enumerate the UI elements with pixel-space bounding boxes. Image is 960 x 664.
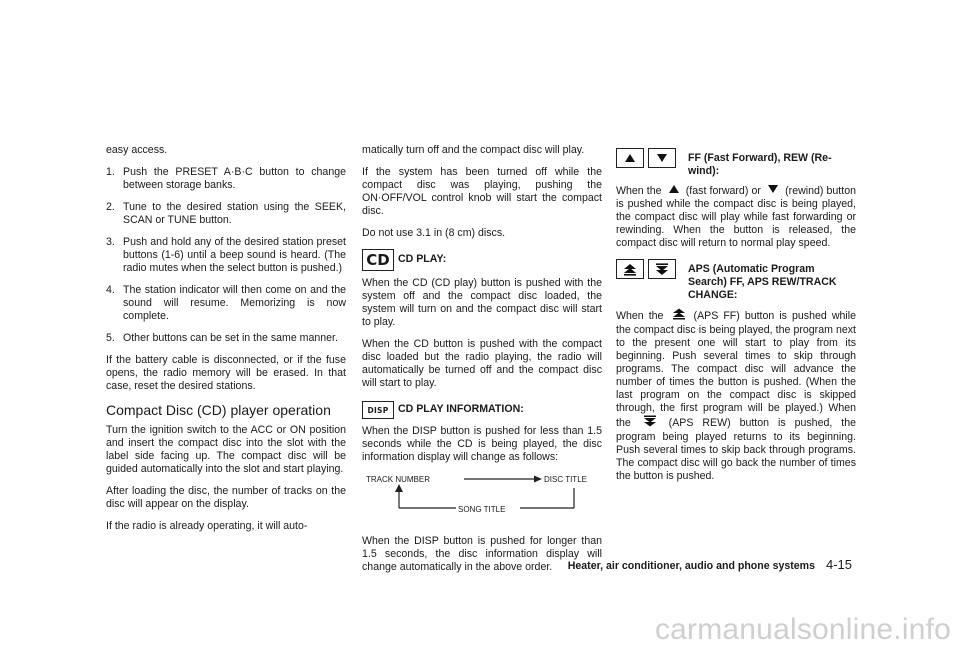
skip-down-icon [648, 259, 676, 279]
paragraph: After loading the disc, the number of tracks on the disc will appear on the display. [106, 485, 346, 510]
cd-play-heading [362, 249, 602, 271]
ff-rew-buttons [616, 148, 680, 168]
list-item: 4. The station indicator will then come on and the sound will resume. Memorizing is now complete. [106, 284, 346, 322]
display-cycle-diagram [362, 473, 602, 523]
paragraph: When the (fast forward) or (rewind) button is pushed while the compact disc is being played, the compact disc will play while fast forwarding or rewinding. When the button is released, the compact disc will return to normal play speed. [616, 184, 856, 249]
battery-note: If the battery cable is disconnected, or if the fuse opens, the radio memory will be erased. In that case, reset the desired stations. [106, 354, 346, 392]
ff-rew-label: FF (Fast Forward), REW (Re-wind): [688, 152, 832, 177]
triangle-up-icon [616, 148, 644, 168]
list-item: 5. Other buttons can be set in the same manner. [106, 332, 338, 344]
paragraph: If the system has been turned off while the compact disc was playing, pushing the ON·OFF/VOL control knob will start the compact disc. [362, 166, 602, 217]
section-heading-cd: Compact Disc (CD) player operation [106, 402, 331, 418]
list-item: 3. Push and hold any of the desired station preset buttons (1-6) until a beep sound is heard. (The radio mutes when the select button is pushed.) [106, 236, 346, 274]
aps-buttons [616, 259, 680, 279]
skip-down-icon [643, 415, 657, 431]
paragraph: When the DISP button is pushed for longer than 1.5 seconds, the disc information display will change automatically in the above order. [362, 535, 602, 573]
triangle-up-icon [668, 184, 680, 198]
column-3 [616, 144, 856, 492]
list-item: 1. Push the PRESET A·B·C button to change between storage banks. [106, 166, 346, 191]
cd-info-heading [362, 399, 602, 419]
paragraph: When the (APS FF) button is pushed while the compact disc is being played, the program next to the present one will start to play from its beginning. Push several times to skip through programs. The compact disc will advance the number of times the button is pushed. (When the last program on the compact disc is skipped through, the first program will be played.) When the (APS REW) button is pushed, the program being played returns to its beginning. Push several times to skip back through programs. The compact disc will go back the number of times the button is pushed. [616, 309, 856, 482]
cd-play-label: CD PLAY: [398, 253, 447, 265]
triangle-down-icon [648, 148, 676, 168]
footer-chapter-title: Heater, air conditioner, audio and phone systems [567, 560, 815, 572]
disp-button-icon: DISP [362, 401, 394, 419]
paragraph: matically turn off and the compact disc will play. [362, 144, 585, 156]
paragraph: When the CD (CD play) button is pushed with the system off and the compact disc loaded, the system will turn on and the compact disc will start to play. [362, 277, 602, 328]
ff-rew-heading [616, 148, 856, 178]
paragraph: Turn the ignition switch to the ACC or ON position and insert the compact disc into the slot with the label side facing up. The compact disc will be guided automatically into the slot and start playing. [106, 424, 346, 475]
track-number-label: TRACK NUMBER [366, 475, 431, 484]
watermark: carmanualsonline.info [654, 613, 951, 646]
page-number: 4-15 [826, 557, 853, 572]
paragraph: If the radio is already operating, it will auto- [106, 520, 308, 532]
paragraph: Do not use 3.1 in (8 cm) discs. [362, 227, 506, 239]
cd-info-label: CD PLAY INFORMATION: [398, 403, 524, 415]
cd-button-icon: CD [362, 249, 394, 271]
skip-up-icon [616, 259, 644, 279]
disc-title-label: DISC TITLE [544, 475, 587, 484]
triangle-down-icon [767, 184, 779, 198]
song-title-label: SONG TITLE [458, 505, 506, 514]
paragraph: When the CD button is pushed with the compact disc loaded but the radio playing, the radio will automatically be turned off and the compact disc will start to play. [362, 338, 602, 389]
aps-heading [616, 259, 856, 302]
paragraph: When the DISP button is pushed for less than 1.5 seconds while the CD is being played, the disc information display will change as follows: [362, 425, 602, 463]
intro-text: easy access. [106, 144, 168, 156]
column-2 [362, 144, 602, 583]
list-item: 2. Tune to the desired station using the SEEK, SCAN or TUNE button. [106, 201, 346, 226]
aps-label: APS (Automatic Program Search) FF, APS REW/TRACK CHANGE: [688, 263, 837, 301]
column-1 [106, 144, 346, 542]
skip-up-icon [672, 308, 686, 324]
